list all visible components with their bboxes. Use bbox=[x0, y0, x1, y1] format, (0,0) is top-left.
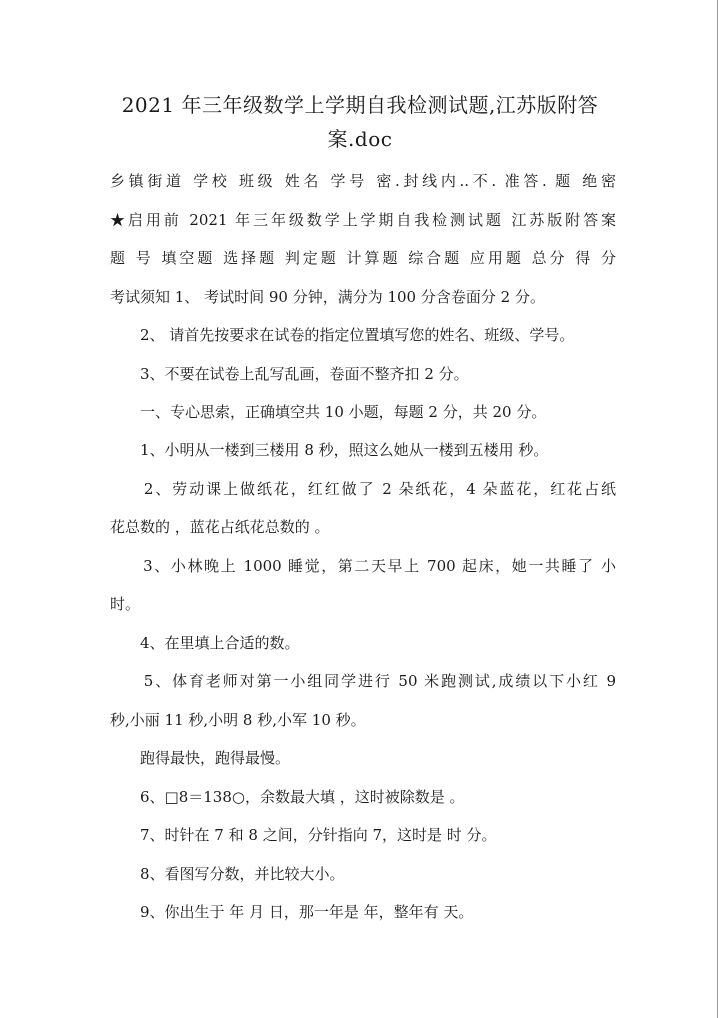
question-5-line-1: 5、体育老师对第一小组同学进行 50 米跑测试,成绩以下小红 9 bbox=[110, 672, 616, 690]
title-line-1: 2021 年三年级数学上学期自我检测试题,江苏版附答 bbox=[121, 93, 599, 117]
question-4: 4、在里填上合适的数。 bbox=[110, 634, 300, 652]
question-9: 9、你出生于 年 月 日，那一年是 年，整年有 天。 bbox=[110, 903, 474, 921]
section-heading: 一、专心思索，正确填空共 10 小题，每题 2 分，共 20 分。 bbox=[110, 403, 547, 421]
document-title bbox=[60, 88, 660, 156]
question-6: 6、□8＝138○，余数最大填 ，这时被除数是 。 bbox=[110, 788, 465, 806]
exam-notice-1: 考试须知 1、 考试时间 90 分钟，满分为 100 分含卷面分 2 分。 bbox=[110, 288, 545, 306]
question-2-line-1: 2、劳动课上做纸花，红红做了 2 朵纸花，4 朵蓝花，红花占纸 bbox=[110, 480, 616, 498]
question-3-line-2: 时。 bbox=[110, 595, 141, 613]
question-3-line-1: 3、小林晚上 1000 睡觉，第二天早上 700 起床，她一共睡了 小 bbox=[110, 557, 616, 575]
title-line-2: 案.doc bbox=[327, 127, 393, 151]
question-5-line-3: 跑得最快，跑得最慢。 bbox=[110, 749, 291, 767]
exam-notice-2: 2、 请首先按要求在试卷的指定位置填写您的姓名、班级、学号。 bbox=[110, 326, 575, 344]
question-2-line-2: 花总数的 ，蓝花占纸花总数的 。 bbox=[110, 518, 330, 536]
exam-notice-3: 3、不要在试卷上乱写乱画，卷面不整齐扣 2 分。 bbox=[110, 365, 469, 383]
subtitle-line: ★启用前 2021 年三年级数学上学期自我检测试题 江苏版附答案 bbox=[110, 211, 616, 229]
question-8: 8、看图写分数，并比较大小。 bbox=[110, 865, 345, 883]
question-5-line-2: 秒,小丽 11 秒,小明 8 秒,小军 10 秒。 bbox=[110, 711, 366, 729]
question-7: 7、时针在 7 和 8 之间，分针指向 7，这时是 时 分。 bbox=[110, 826, 497, 844]
header-info-line: 乡镇街道 学校 班级 姓名 学号 密.封线内..不. 准答. 题 绝密 bbox=[110, 172, 616, 190]
score-table-header: 题 号 填空题 选择题 判定题 计算题 综合题 应用题 总分 得 分 bbox=[110, 249, 616, 267]
question-1: 1、小明从一楼到三楼用 8 秒，照这么她从一楼到五楼用 秒。 bbox=[110, 441, 549, 459]
page-edge bbox=[717, 0, 718, 1018]
